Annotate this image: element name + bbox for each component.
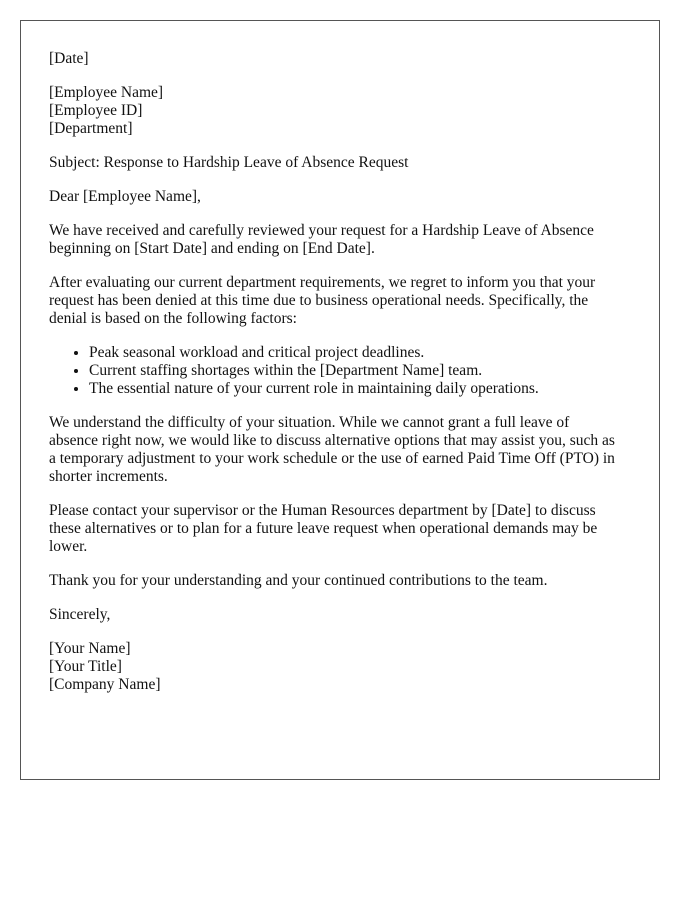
denial-factors-list bbox=[49, 344, 619, 398]
letter-page bbox=[20, 20, 660, 780]
letter-subject: Subject: Response to Hardship Leave of Absence Request bbox=[49, 154, 409, 171]
recipient-block bbox=[49, 84, 619, 138]
letter-salutation: Dear [Employee Name], bbox=[49, 188, 201, 205]
paragraph-denial: After evaluating our current department requirements, we regret to inform you that your request has been denied at this time due to business operational needs. Specifically, the denial is based on the following factors: bbox=[49, 274, 596, 327]
signature-name: [Your Name] bbox=[49, 640, 131, 657]
paragraph-contact: Please contact your supervisor or the Human Resources department by [Date] to discuss these alternatives or to plan for a future leave request when operational demands may be lower. bbox=[49, 502, 598, 555]
letter-date: [Date] bbox=[49, 50, 89, 67]
signature-company: [Company Name] bbox=[49, 676, 161, 693]
list-item: • Current staffing shortages within the [Department Name] team. bbox=[89, 362, 619, 380]
paragraph-request-received: We have received and carefully reviewed your request for a Hardship Leave of Absence beginning on [Start Date] and ending on [End Date]. bbox=[49, 222, 594, 257]
signature-block bbox=[49, 640, 619, 694]
list-item: • The essential nature of your current role in maintaining daily operations. bbox=[89, 380, 619, 398]
recipient-name: [Employee Name] bbox=[49, 84, 164, 101]
signature-title: [Your Title] bbox=[49, 658, 122, 675]
paragraph-thanks: Thank you for your understanding and your continued contributions to the team. bbox=[49, 572, 548, 589]
list-item: • Peak seasonal workload and critical project deadlines. bbox=[89, 344, 619, 362]
paragraph-alternatives: We understand the difficulty of your situation. While we cannot grant a full leave of absence right now, we would like to discuss alternative options that may assist you, such as a temporary adjustment to your work schedule or the use of earned Paid Time Off (PTO) in shorter increments. bbox=[49, 414, 615, 485]
recipient-id: [Employee ID] bbox=[49, 102, 143, 119]
recipient-department: [Department] bbox=[49, 120, 133, 137]
letter-closing: Sincerely, bbox=[49, 606, 111, 623]
